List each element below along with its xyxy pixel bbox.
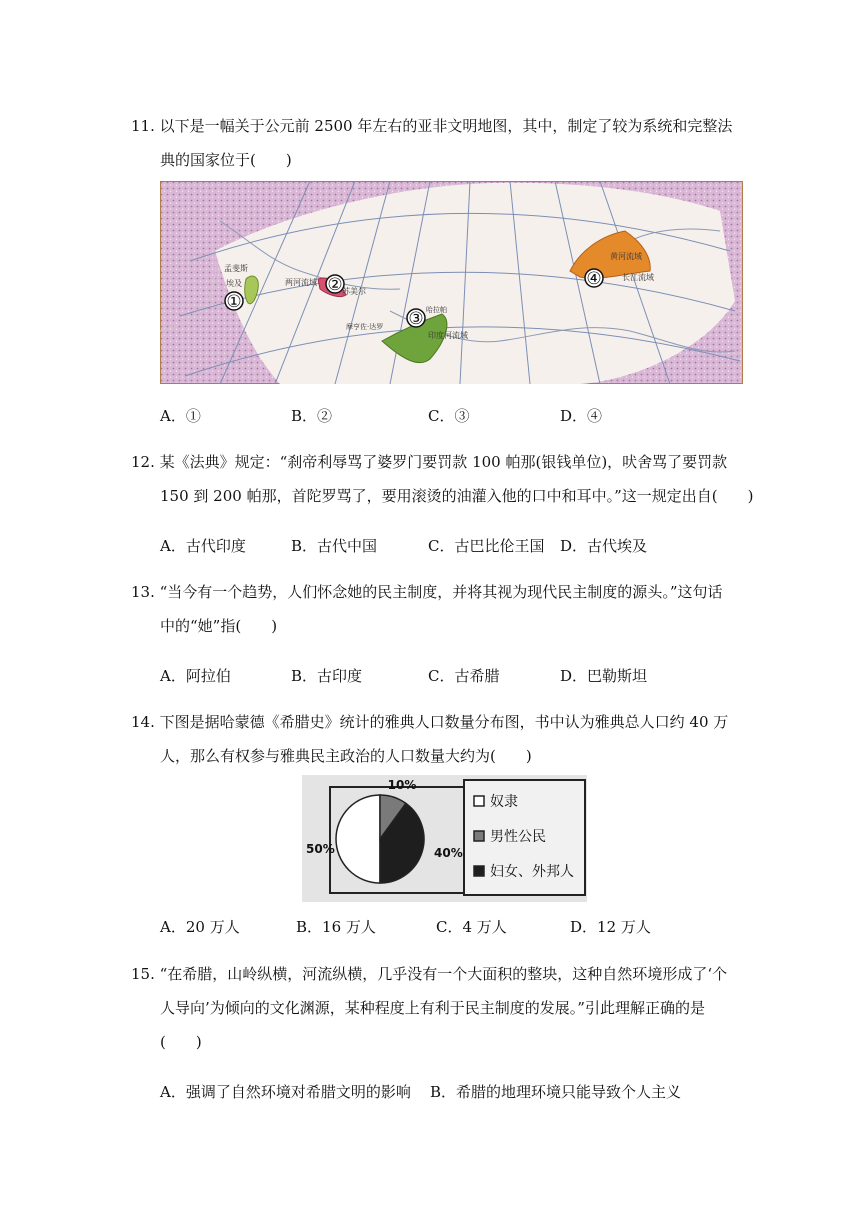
question-text-cont: 人，那么有权参与雅典民主政治的人口数量大约为( ) <box>160 747 532 765</box>
option-b[interactable]: B．② <box>291 407 333 425</box>
question-text: “在希腊，山岭纵横，河流纵横，几乎没有一个大面积的整块，这种自然环境形成了‘个 <box>159 965 728 983</box>
legend-swatch <box>474 831 484 841</box>
option-d[interactable]: D．12 万人 <box>570 918 651 936</box>
map-label: 印度河流域 <box>428 331 468 340</box>
question-text-cont: 人导向’为倾向的文化渊源，某种程度上有利于民主制度的发展。”引此理解正确的是 <box>160 999 705 1017</box>
option-d[interactable]: D．古代埃及 <box>560 537 648 555</box>
data-label: 10% <box>387 778 417 792</box>
option-b[interactable]: B．古代中国 <box>291 537 378 555</box>
option-a[interactable]: A．20 万人 <box>160 918 240 936</box>
legend-swatch <box>474 796 484 806</box>
question-number: 11. <box>131 117 155 135</box>
marker-2: ② <box>327 275 343 295</box>
option-b[interactable]: B．古印度 <box>291 667 363 685</box>
question-text: 以下是一幅关于公元前 2500 年左右的亚非文明地图，其中，制定了较为系统和完整法 <box>159 117 733 135</box>
pie-svg <box>302 775 587 902</box>
legend-label: 妇女、外邦人 <box>490 864 574 880</box>
map-label: 哈拉帕 <box>426 306 447 314</box>
option-d[interactable]: D．巴勒斯坦 <box>560 667 648 685</box>
question-12 <box>131 445 754 513</box>
question-text: “当今有一个趋势，人们怀念她的民主制度，并将其视为现代民主制度的源头。”这句话 <box>159 583 723 601</box>
civilization-map <box>160 181 743 384</box>
option-a[interactable]: A．① <box>160 407 201 425</box>
question-text: 某《法典》规定：“刹帝利辱骂了婆罗门要罚款 100 帕那(银钱单位)，吠舍骂了要罚款 <box>159 453 728 471</box>
marker-1: ① <box>226 292 242 312</box>
question-14 <box>131 705 731 773</box>
question-number: 14. <box>131 713 155 731</box>
pie-slice <box>336 795 380 883</box>
option-c[interactable]: C．古希腊 <box>428 667 500 685</box>
map-label: 孟斐斯 <box>224 264 248 273</box>
question-15 <box>131 957 731 1059</box>
option-a[interactable]: A．古代印度 <box>160 537 246 555</box>
data-label: 40% <box>434 846 463 860</box>
question-number: 13. <box>131 583 155 601</box>
question-text-cont: ( ) <box>160 1033 202 1051</box>
marker-4: ④ <box>586 269 602 289</box>
map-label: 两河流域 <box>285 278 317 287</box>
question-number: 15. <box>131 965 155 983</box>
option-a[interactable]: A．阿拉伯 <box>160 667 231 685</box>
option-b[interactable]: B．16 万人 <box>296 918 376 936</box>
map-label: 黄河流域 <box>610 252 642 261</box>
question-text-cont: 150 到 200 帕那，首陀罗骂了，要用滚烫的油灌入他的口中和耳中。”这一规定出自( ) <box>160 487 754 505</box>
pie-slices <box>336 795 424 883</box>
map-svg <box>160 181 743 384</box>
data-label: 50% <box>306 842 335 856</box>
question-11 <box>131 109 731 177</box>
map-label: 埃及 <box>226 279 242 288</box>
option-a[interactable]: A．强调了自然环境对希腊文明的影响 <box>160 1083 411 1101</box>
question-number: 12. <box>131 453 155 471</box>
option-c[interactable]: C．③ <box>428 407 470 425</box>
map-label: 摩亨佐·达罗 <box>346 323 384 331</box>
option-c[interactable]: C．4 万人 <box>436 918 507 936</box>
question-text-cont: 中的“她”指( ) <box>160 617 278 635</box>
legend-swatch <box>474 866 484 876</box>
question-13 <box>131 575 731 643</box>
map-label: 苏美尔 <box>342 287 366 296</box>
option-b[interactable]: B．希腊的地理环境只能导致个人主义 <box>430 1083 682 1101</box>
legend-label: 男性公民 <box>490 829 546 845</box>
option-d[interactable]: D．④ <box>560 407 603 425</box>
population-pie-chart <box>302 775 587 902</box>
marker-3: ③ <box>408 309 424 329</box>
question-text: 下图是据哈蒙德《希腊史》统计的雅典人口数量分布图，书中认为雅典总人口约 40 万 <box>159 713 729 731</box>
option-c[interactable]: C．古巴比伦王国 <box>428 537 545 555</box>
map-label: 长江流域 <box>622 273 654 282</box>
legend-label: 奴隶 <box>490 794 518 810</box>
question-text-cont: 典的国家位于( ) <box>160 151 292 169</box>
